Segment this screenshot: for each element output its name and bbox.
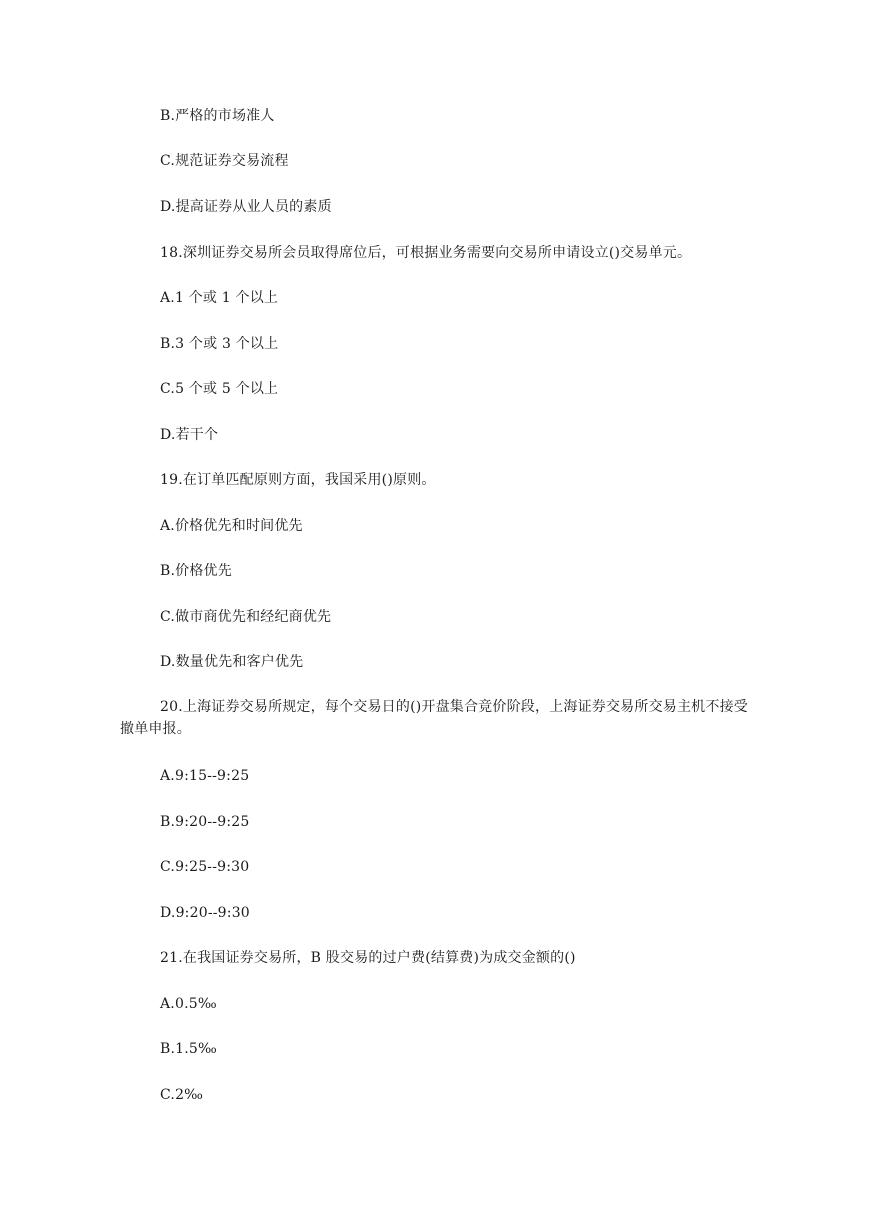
q19-option-b: B.价格优先 — [160, 563, 232, 579]
q18-option-c: C.5 个或 5 个以上 — [160, 381, 279, 397]
q18-option-a: A.1 个或 1 个以上 — [160, 290, 279, 306]
q20-option-b: B.9:20--9:25 — [160, 814, 250, 830]
q21-option-b: B.1.5‰ — [160, 1041, 217, 1057]
question-18: 18.深圳证券交易所会员取得席位后，可根据业务需要向交易所申请设立()交易单元。 — [160, 245, 692, 261]
q19-option-a: A.价格优先和时间优先 — [160, 518, 303, 534]
question-21: 21.在我国证券交易所，B 股交易的过户费(结算费)为成交金额的() — [160, 950, 576, 966]
q17-option-b: B.严格的市场准人 — [160, 108, 275, 124]
question-19: 19.在订单匹配原则方面，我国采用()原则。 — [160, 472, 436, 488]
q19-option-d: D.数量优先和客户优先 — [160, 654, 304, 670]
q17-option-d: D.提高证券从业人员的素质 — [160, 199, 332, 215]
q20-option-a: A.9:15--9:25 — [160, 768, 250, 784]
q21-option-c: C.2‰ — [160, 1087, 204, 1103]
q21-option-a: A.0.5‰ — [160, 996, 217, 1012]
q19-option-c: C.做市商优先和经纪商优先 — [160, 609, 332, 625]
q17-option-c: C.规范证券交易流程 — [160, 153, 289, 169]
q20-option-c: C.9:25--9:30 — [160, 859, 250, 875]
q20-option-d: D.9:20--9:30 — [160, 905, 250, 921]
q18-option-b: B.3 个或 3 个以上 — [160, 336, 279, 352]
question-20: 20.上海证券交易所规定，每个交易日的()开盘集合竞价阶段，上海证券交易所交易主机不接受撤单申报。 — [120, 699, 748, 737]
q18-option-d: D.若干个 — [160, 427, 219, 443]
